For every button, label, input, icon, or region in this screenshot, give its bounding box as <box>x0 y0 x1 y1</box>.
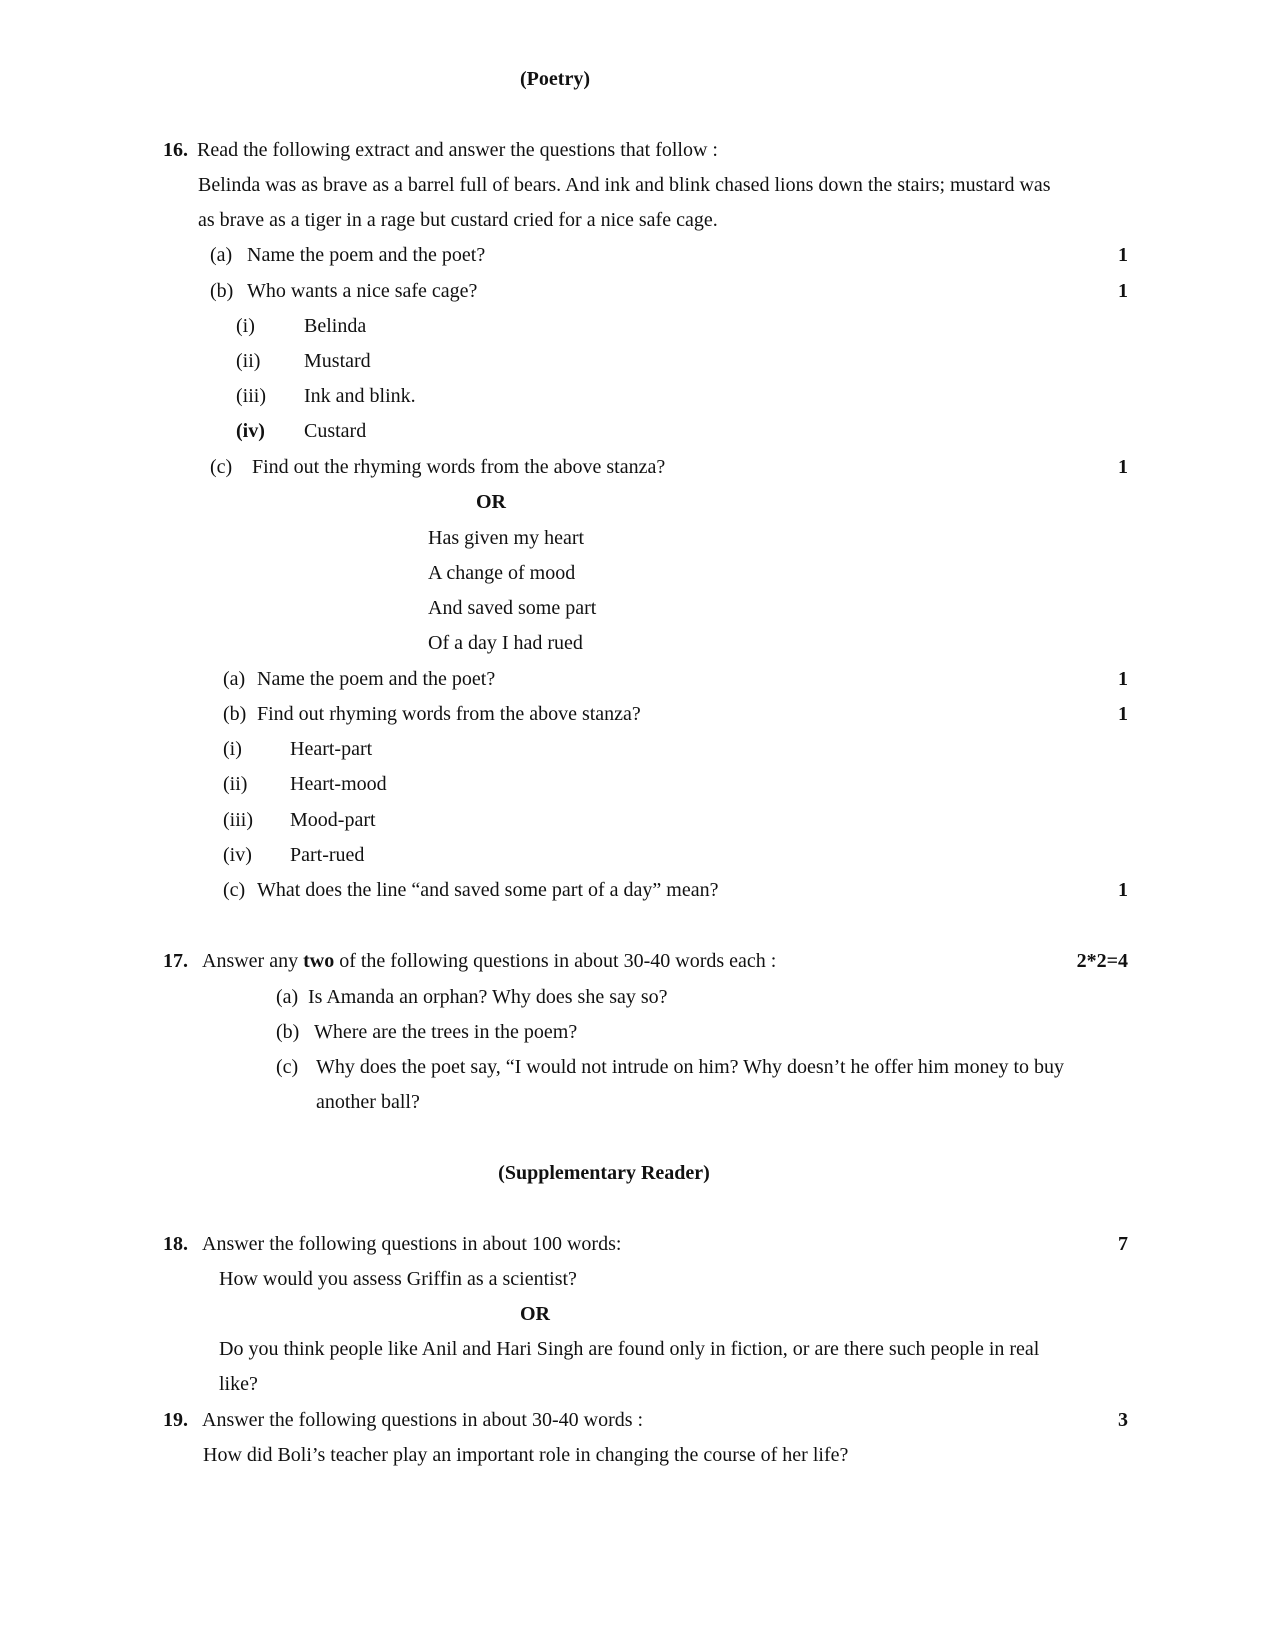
q17-instruction: Answer any two of the following questions in about 30-40 words each : <box>202 950 777 972</box>
q17-part-label: (b) <box>276 1021 300 1043</box>
q16-part-c-text: Find out the rhyming words from the above stanza? <box>252 456 666 478</box>
section-heading-poetry: (Poetry) <box>520 68 590 90</box>
q16-alt-part-c-label: (c) <box>223 879 246 901</box>
q16-extract-line-2: as brave as a tiger in a rage but custard cried for a nice safe cage. <box>198 209 718 231</box>
q16-option-text: Mustard <box>304 350 371 372</box>
q16-option-label: (iv) <box>236 420 265 442</box>
q17-part-text: Is Amanda an orphan? Why does she say so? <box>308 986 668 1008</box>
q16-alt-part-a-label: (a) <box>223 668 246 690</box>
q16-alt-option-label: (iv) <box>223 844 252 866</box>
question-number-19: 19. <box>163 1409 188 1431</box>
q17-part-label: (a) <box>276 986 299 1008</box>
q16-option-label: (iii) <box>236 385 266 407</box>
q16-or-divider: OR <box>476 491 506 513</box>
q16-option-text: Belinda <box>304 315 367 337</box>
q18-question: How would you assess Griffin as a scientist? <box>219 1268 577 1290</box>
stanza-line: And saved some part <box>428 597 597 619</box>
q16-option-label: (i) <box>236 315 255 337</box>
stanza-line: Of a day I had rued <box>428 632 583 654</box>
question-number-17: 17. <box>163 950 188 972</box>
q18-alt-question-line-1: Do you think people like Anil and Hari Singh are found only in fiction, or are there such people in real <box>219 1338 1040 1360</box>
q16-part-c-label: (c) <box>210 456 233 478</box>
q16-alt-part-c-text: What does the line “and saved some part of a day” mean? <box>257 879 719 901</box>
q16-alt-option-text: Heart-mood <box>290 773 387 795</box>
q16-alt-option-label: (iii) <box>223 809 253 831</box>
q16-alt-option-text: Heart-part <box>290 738 373 760</box>
q16-extract-line-1: Belinda was as brave as a barrel full of bears. And ink and blink chased lions down the stairs; mustard was <box>198 174 1051 196</box>
q16-alt-option-text: Part-rued <box>290 844 365 866</box>
q16-alt-part-a-text: Name the poem and the poet? <box>257 668 496 690</box>
q16-alt-option-label: (i) <box>223 738 242 760</box>
q17-part-text: Where are the trees in the poem? <box>314 1021 578 1043</box>
q19-instruction: Answer the following questions in about 30-40 words : <box>202 1409 644 1431</box>
q17-part-text: Why does the poet say, “I would not intrude on him? Why doesn’t he offer him money to buy <box>316 1056 1065 1078</box>
q18-or-divider: OR <box>520 1303 550 1325</box>
q16-option-label: (ii) <box>236 350 261 372</box>
q16-alt-part-b-text: Find out rhyming words from the above stanza? <box>257 703 641 725</box>
q16-part-b-label: (b) <box>210 280 234 302</box>
q18-instruction: Answer the following questions in about 100 words: <box>202 1233 622 1255</box>
q17-part-label: (c) <box>276 1056 299 1078</box>
q18-alt-question-line-2: like? <box>219 1373 258 1395</box>
stanza-line: Has given my heart <box>428 527 585 549</box>
question-number-16: 16. <box>163 139 188 161</box>
q17-part-text-continued: another ball? <box>316 1091 420 1113</box>
question-number-18: 18. <box>163 1233 188 1255</box>
q16-option-text: Custard <box>304 420 367 442</box>
q16-instruction: Read the following extract and answer the questions that follow : <box>197 139 718 161</box>
q16-alt-part-b-label: (b) <box>223 703 247 725</box>
stanza-line: A change of mood <box>428 562 576 584</box>
q16-part-a-label: (a) <box>210 244 233 266</box>
q16-part-b-text: Who wants a nice safe cage? <box>247 280 478 302</box>
q16-alt-option-label: (ii) <box>223 773 248 795</box>
exam-page: (Poetry) 16. Read the following extract and answer the questions that follow : Belinda was as brave as a barrel full of bears. And ink and blink chased lions down the stairs; mustard was as brave as a tiger in a rage but custard cried for a nice safe cage. (a) Name the poem and the poet? 1 (b) Who wants a nice safe cage? 1 (i) Belinda (ii) Mustard (iii) Ink and blink. (iv) Custard (c) Find out the rhyming words from the above stanza? 1 OR Has given my heart A change of mood And saved some part Of a day I had rued (a) Name the poem and the poet? 1 (b) Find out rhyming words from the above stanza? 1 (i) Heart-part (ii) Heart-mood (iii) Mood-part (iv) Part-rued (c) What does the line “and saved some part of a day” mean? 1 17. Answer any two of the following questions in about 30-40 words each : 2*2=4 (a) Is Amanda an orphan? Why does she say so? (b) Where are the trees in the poem? (c) Why does the poet say, “I would not intrude on him? Why doesn’t he offer him money to buy another ball? (Supplementary Reader) 18. Answer the following questions in about 100 words: 7 How would you assess Griffin as a scientist? OR Do you think people like Anil and Hari Singh are found only in fiction, or are there such people in real like? 19. Answer the following questions in about 30-40 words : 3 How did Boli’s teacher play an important role in changing the course of her life? <box>163 68 1128 1466</box>
section-heading-supplementary: (Supplementary Reader) <box>498 1162 710 1184</box>
q16-part-a-text: Name the poem and the poet? <box>247 244 486 266</box>
q17-instruction-emphasis: two <box>303 950 335 972</box>
q16-option-text: Ink and blink. <box>304 385 416 407</box>
q19-question: How did Boli’s teacher play an important role in changing the course of her life? <box>203 1444 849 1466</box>
q16-alt-option-text: Mood-part <box>290 809 376 831</box>
